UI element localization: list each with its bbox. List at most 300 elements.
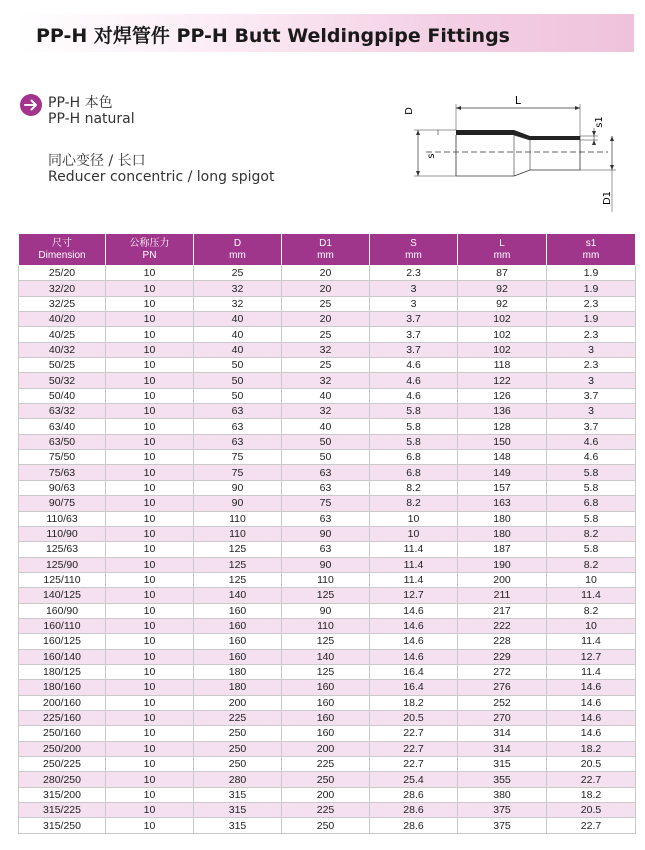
table-cell: 10 (106, 373, 194, 388)
table-cell: 22.7 (370, 741, 458, 756)
column-header-en: mm (493, 249, 511, 261)
table-cell: 32/20 (19, 281, 106, 296)
table-cell: 3.7 (547, 388, 636, 403)
table-cell: 11.4 (547, 664, 636, 679)
table-cell: 10 (547, 572, 636, 587)
table-cell: 10 (106, 710, 194, 725)
table-cell: 25 (282, 296, 370, 311)
column-header (19, 234, 106, 266)
table-cell: 1.9 (547, 312, 636, 327)
table-cell: 136 (458, 404, 547, 419)
table-cell: 32 (282, 342, 370, 357)
table-cell: 22.7 (547, 818, 636, 833)
table-row (19, 526, 636, 541)
table-cell: 10 (106, 695, 194, 710)
table-cell: 40 (194, 312, 282, 327)
table-row (19, 664, 636, 679)
column-header-zh: L (499, 237, 505, 249)
table-cell: 5.8 (370, 419, 458, 434)
table-cell: 63 (194, 434, 282, 449)
title-bar (18, 14, 634, 52)
table-cell: 10 (106, 603, 194, 618)
table-cell: 5.8 (370, 434, 458, 449)
table-cell: 150 (458, 434, 547, 449)
table-cell: 10 (370, 526, 458, 541)
table-cell: 20.5 (547, 803, 636, 818)
diagram-label-d1: D1 (602, 190, 613, 206)
table-row (19, 757, 636, 772)
table-cell: 40 (282, 419, 370, 434)
table-cell: 2.3 (547, 296, 636, 311)
table-cell: 10 (106, 772, 194, 787)
table-cell: 276 (458, 680, 547, 695)
table-cell: 315 (458, 757, 547, 772)
table-cell: 10 (106, 680, 194, 695)
table-cell: 63/50 (19, 434, 106, 449)
table-cell: 160 (194, 603, 282, 618)
table-cell: 225 (282, 803, 370, 818)
table-cell: 90 (194, 480, 282, 495)
table-row (19, 312, 636, 327)
table-cell: 32/25 (19, 296, 106, 311)
diagram-label-s: s (426, 153, 437, 159)
table-cell: 10 (106, 358, 194, 373)
table-cell: 40 (194, 342, 282, 357)
table-cell: 110 (282, 618, 370, 633)
table-cell: 200 (458, 572, 547, 587)
table-cell: 10 (547, 618, 636, 633)
table-cell: 14.6 (370, 603, 458, 618)
table-cell: 3.7 (370, 327, 458, 342)
column-header (547, 234, 636, 266)
reducer-diagram (398, 84, 638, 216)
table-row (19, 726, 636, 741)
table-cell: 50 (282, 434, 370, 449)
table-cell: 3.7 (370, 342, 458, 357)
table-row (19, 281, 636, 296)
table-cell: 110/90 (19, 526, 106, 541)
table-cell: 160 (194, 634, 282, 649)
table-cell: 126 (458, 388, 547, 403)
table-cell: 18.2 (547, 787, 636, 802)
table-row (19, 572, 636, 587)
table-cell: 110 (194, 511, 282, 526)
table-cell: 10 (106, 281, 194, 296)
table-cell: 10 (106, 312, 194, 327)
table-cell: 12.7 (370, 588, 458, 603)
table-cell: 225 (194, 710, 282, 725)
table-cell: 10 (106, 787, 194, 802)
table-cell: 10 (106, 803, 194, 818)
table-cell: 75 (282, 496, 370, 511)
table-cell: 40/25 (19, 327, 106, 342)
table-cell: 280 (194, 772, 282, 787)
table-cell: 63 (194, 404, 282, 419)
table-row (19, 434, 636, 449)
table-row (19, 557, 636, 572)
table-cell: 11.4 (547, 634, 636, 649)
table-cell: 160/125 (19, 634, 106, 649)
table-row (19, 373, 636, 388)
table-cell: 200 (282, 741, 370, 756)
table-cell: 160 (194, 649, 282, 664)
table-cell: 16.4 (370, 664, 458, 679)
table-cell: 50/40 (19, 388, 106, 403)
table-cell: 10 (106, 450, 194, 465)
table-cell: 11.4 (370, 572, 458, 587)
table-cell: 225 (282, 757, 370, 772)
table-cell: 6.8 (547, 496, 636, 511)
column-header-en: mm (229, 249, 246, 261)
table-cell: 50 (282, 450, 370, 465)
table-cell: 50 (194, 388, 282, 403)
table-cell: 314 (458, 726, 547, 741)
table-cell: 90 (282, 603, 370, 618)
table-cell: 157 (458, 480, 547, 495)
table-cell: 187 (458, 542, 547, 557)
table-cell: 28.6 (370, 818, 458, 833)
table-cell: 10 (106, 296, 194, 311)
table-cell: 14.6 (370, 618, 458, 633)
table-cell: 250 (282, 772, 370, 787)
table-cell: 18.2 (547, 741, 636, 756)
table-cell: 140/125 (19, 588, 106, 603)
table-cell: 10 (106, 404, 194, 419)
table-cell: 14.6 (370, 634, 458, 649)
table-cell: 4.6 (370, 373, 458, 388)
table-cell: 12.7 (547, 649, 636, 664)
table-cell: 92 (458, 281, 547, 296)
table-cell: 14.6 (370, 649, 458, 664)
table-cell: 25 (282, 327, 370, 342)
table-cell: 90 (194, 496, 282, 511)
page-title: PP-H 对焊管件 PP-H Butt Weldingpipe Fittings (36, 25, 510, 47)
table-cell: 4.6 (547, 450, 636, 465)
table-cell: 10 (106, 465, 194, 480)
table-cell: 3.7 (547, 419, 636, 434)
table-cell: 10 (106, 480, 194, 495)
table-cell: 125/90 (19, 557, 106, 572)
table-cell: 10 (370, 511, 458, 526)
table-cell: 5.8 (547, 465, 636, 480)
table-cell: 50/25 (19, 358, 106, 373)
table-cell: 125 (194, 542, 282, 557)
table-cell: 3 (547, 342, 636, 357)
table-cell: 280/250 (19, 772, 106, 787)
table-cell: 160/90 (19, 603, 106, 618)
table-cell: 25 (194, 266, 282, 281)
table-cell: 160 (194, 618, 282, 633)
column-header-zh: D (233, 237, 242, 249)
table-cell: 10 (106, 342, 194, 357)
table-cell: 10 (106, 542, 194, 557)
table-cell: 50/32 (19, 373, 106, 388)
table-cell: 20 (282, 312, 370, 327)
table-row (19, 342, 636, 357)
table-cell: 125/63 (19, 542, 106, 557)
table-cell: 160/140 (19, 649, 106, 664)
table-cell: 272 (458, 664, 547, 679)
table-cell: 63 (194, 419, 282, 434)
table-row (19, 649, 636, 664)
table-cell: 315/250 (19, 818, 106, 833)
table-cell: 10 (106, 496, 194, 511)
arrow-right-icon (20, 94, 42, 116)
table-cell: 6.8 (370, 450, 458, 465)
table-cell: 180 (458, 511, 547, 526)
table-cell: 8.2 (547, 526, 636, 541)
table-cell: 10 (106, 664, 194, 679)
table-cell: 10 (106, 526, 194, 541)
table-cell: 87 (458, 266, 547, 281)
table-cell: 125 (194, 572, 282, 587)
table-header-row (19, 234, 636, 266)
column-header (194, 234, 282, 266)
diagram-label-s1: s1 (594, 116, 605, 128)
column-header-zh: S (410, 237, 417, 249)
table-cell: 200 (194, 695, 282, 710)
table-row (19, 803, 636, 818)
table-cell: 10 (106, 266, 194, 281)
column-header (106, 234, 194, 266)
table-cell: 10 (106, 818, 194, 833)
column-header-zh: 公称压力 (129, 237, 170, 249)
column-header-en: mm (405, 249, 422, 261)
table-cell: 10 (106, 557, 194, 572)
table-cell: 128 (458, 419, 547, 434)
table-row (19, 450, 636, 465)
table-cell: 50 (194, 358, 282, 373)
table-cell: 375 (458, 818, 547, 833)
table-cell: 40/32 (19, 342, 106, 357)
table-cell: 14.6 (547, 710, 636, 725)
table-cell: 28.6 (370, 787, 458, 802)
table-cell: 10 (106, 572, 194, 587)
table-row (19, 496, 636, 511)
table-cell: 375 (458, 803, 547, 818)
table-cell: 10 (106, 434, 194, 449)
table-cell: 140 (194, 588, 282, 603)
table-cell: 25.4 (370, 772, 458, 787)
table-cell: 315/200 (19, 787, 106, 802)
table-cell: 1.9 (547, 281, 636, 296)
table-cell: 102 (458, 327, 547, 342)
table-cell: 10 (106, 327, 194, 342)
table-cell: 92 (458, 296, 547, 311)
table-cell: 211 (458, 588, 547, 603)
table-cell: 180/160 (19, 680, 106, 695)
table-cell: 32 (282, 404, 370, 419)
table-cell: 5.8 (547, 511, 636, 526)
table-cell: 160 (282, 710, 370, 725)
table-cell: 32 (282, 373, 370, 388)
table-cell: 222 (458, 618, 547, 633)
table-cell: 4.6 (547, 434, 636, 449)
table-row (19, 266, 636, 281)
table-cell: 180 (194, 680, 282, 695)
table-cell: 14.6 (547, 726, 636, 741)
table-cell: 180 (458, 526, 547, 541)
table-cell: 140 (282, 649, 370, 664)
column-header-en: Dimension (38, 249, 86, 261)
table-cell: 160 (282, 695, 370, 710)
column-header-zh: s1 (585, 237, 597, 249)
table-cell: 5.8 (547, 542, 636, 557)
table-cell: 180 (194, 664, 282, 679)
table-cell: 180/125 (19, 664, 106, 679)
table-cell: 200 (282, 787, 370, 802)
table-cell: 10 (106, 419, 194, 434)
table-cell: 32 (194, 281, 282, 296)
column-header (282, 234, 370, 266)
diagram-label-d: D (404, 107, 415, 115)
table-cell: 16.4 (370, 680, 458, 695)
table-cell: 10 (106, 741, 194, 756)
table-cell: 160 (282, 726, 370, 741)
table-cell: 148 (458, 450, 547, 465)
table-cell: 22.7 (370, 726, 458, 741)
table-row (19, 388, 636, 403)
table-cell: 6.8 (370, 465, 458, 480)
table-cell: 102 (458, 342, 547, 357)
column-header-en: PN (142, 249, 157, 261)
table-cell: 10 (106, 726, 194, 741)
column-header-zh: 尺寸 (52, 237, 72, 249)
table-row (19, 695, 636, 710)
table-cell: 32 (194, 296, 282, 311)
table-cell: 110/63 (19, 511, 106, 526)
table-cell: 25 (282, 358, 370, 373)
table-cell: 3 (547, 404, 636, 419)
table-cell: 160 (282, 680, 370, 695)
table-cell: 10 (106, 588, 194, 603)
table-row (19, 511, 636, 526)
table-cell: 217 (458, 603, 547, 618)
column-header (370, 234, 458, 266)
table-cell: 90 (282, 557, 370, 572)
column-header-en: mm (317, 249, 334, 261)
table-cell: 20.5 (547, 757, 636, 772)
table-cell: 200/160 (19, 695, 106, 710)
table-cell: 8.2 (547, 557, 636, 572)
table-cell: 250 (194, 757, 282, 772)
table-cell: 225/160 (19, 710, 106, 725)
table-cell: 90 (282, 526, 370, 541)
table-cell: 380 (458, 787, 547, 802)
table-cell: 190 (458, 557, 547, 572)
table-cell: 5.8 (547, 480, 636, 495)
table-cell: 10 (106, 649, 194, 664)
table-cell: 3 (547, 373, 636, 388)
table-cell: 63 (282, 480, 370, 495)
table-row (19, 480, 636, 495)
table-cell: 11.4 (547, 588, 636, 603)
table-cell: 40 (194, 327, 282, 342)
table-cell: 1.9 (547, 266, 636, 281)
table-cell: 250 (282, 818, 370, 833)
table-cell: 122 (458, 373, 547, 388)
table-row (19, 680, 636, 695)
table-cell: 110 (194, 526, 282, 541)
fittings-table-wrapper (18, 233, 635, 834)
table-cell: 18.2 (370, 695, 458, 710)
table-cell: 25/20 (19, 266, 106, 281)
table-cell: 160/110 (19, 618, 106, 633)
table-cell: 8.2 (547, 603, 636, 618)
table-cell: 50 (194, 373, 282, 388)
table-cell: 63/40 (19, 419, 106, 434)
product-label-en: Reducer concentric / long spigot (48, 169, 275, 185)
table-cell: 40/20 (19, 312, 106, 327)
material-label-zh: PP-H 本色 (48, 95, 113, 111)
table-cell: 163 (458, 496, 547, 511)
table-row (19, 772, 636, 787)
table-row (19, 710, 636, 725)
table-row (19, 618, 636, 633)
table-cell: 22.7 (547, 772, 636, 787)
table-cell: 250/160 (19, 726, 106, 741)
table-cell: 315 (194, 803, 282, 818)
table-cell: 90/75 (19, 496, 106, 511)
table-cell: 355 (458, 772, 547, 787)
table-cell: 250 (194, 726, 282, 741)
table-cell: 10 (106, 757, 194, 772)
table-row (19, 603, 636, 618)
table-cell: 10 (106, 618, 194, 633)
table-cell: 11.4 (370, 542, 458, 557)
table-cell: 250/225 (19, 757, 106, 772)
table-cell: 5.8 (370, 404, 458, 419)
table-cell: 3.7 (370, 312, 458, 327)
table-cell: 20 (282, 281, 370, 296)
table-cell: 22.7 (370, 757, 458, 772)
table-cell: 40 (282, 388, 370, 403)
table-cell: 102 (458, 312, 547, 327)
table-cell: 315 (194, 787, 282, 802)
table-row (19, 634, 636, 649)
table-cell: 90/63 (19, 480, 106, 495)
table-cell: 14.6 (547, 695, 636, 710)
table-cell: 125/110 (19, 572, 106, 587)
table-row (19, 404, 636, 419)
table-row (19, 465, 636, 480)
table-row (19, 419, 636, 434)
table-row (19, 741, 636, 756)
table-cell: 228 (458, 634, 547, 649)
table-row (19, 327, 636, 342)
table-cell: 250 (194, 741, 282, 756)
column-header (458, 234, 547, 266)
table-cell: 3 (370, 281, 458, 296)
table-row (19, 818, 636, 833)
table-cell: 20 (282, 266, 370, 281)
table-row (19, 296, 636, 311)
table-row (19, 588, 636, 603)
table-cell: 314 (458, 741, 547, 756)
table-cell: 10 (106, 634, 194, 649)
table-cell: 252 (458, 695, 547, 710)
table-cell: 63 (282, 511, 370, 526)
table-cell: 3 (370, 296, 458, 311)
column-header-zh: D1 (319, 237, 332, 249)
table-cell: 118 (458, 358, 547, 373)
table-cell: 10 (106, 511, 194, 526)
table-cell: 2.3 (547, 327, 636, 342)
diagram-label-l: L (514, 94, 522, 107)
table-cell: 110 (282, 572, 370, 587)
table-cell: 75/50 (19, 450, 106, 465)
table-cell: 2.3 (547, 358, 636, 373)
